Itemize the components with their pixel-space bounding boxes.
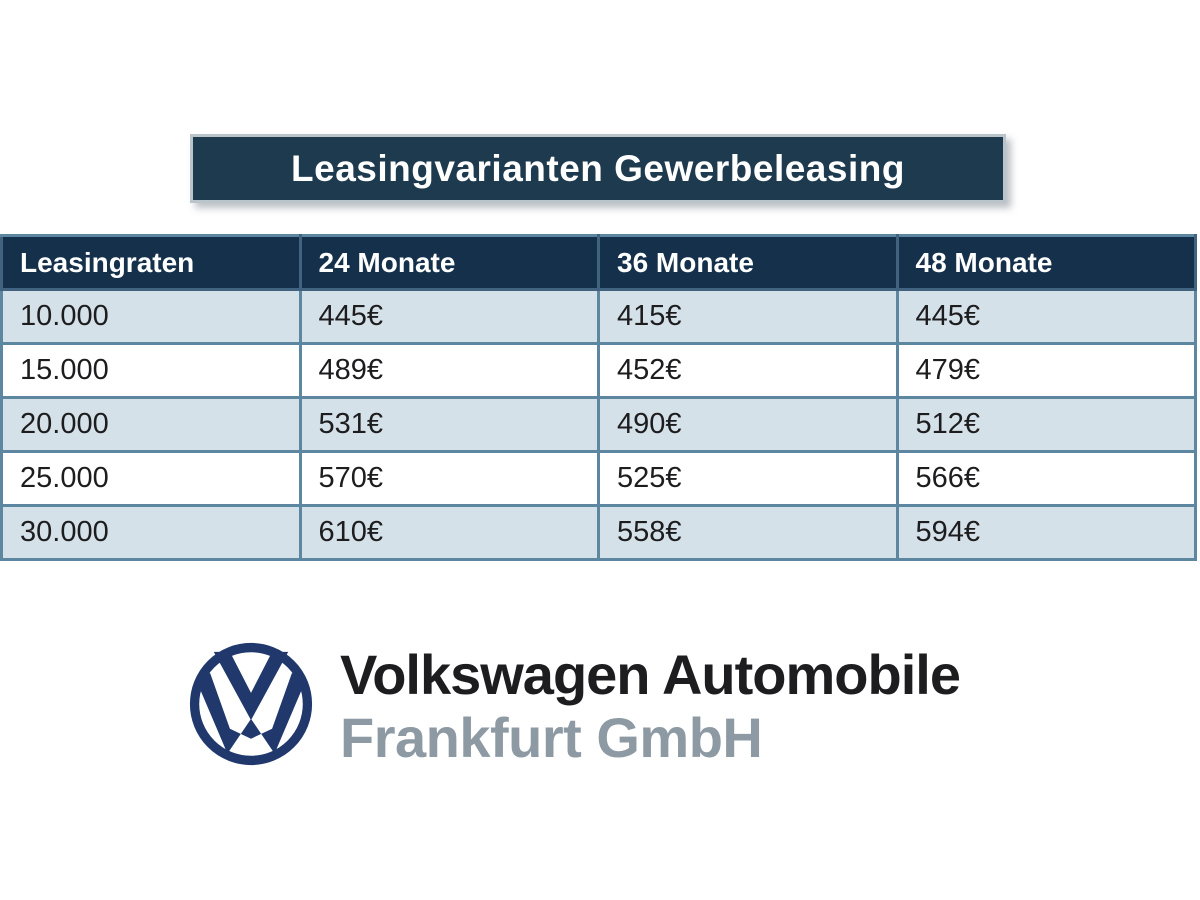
table-cell: 566€ <box>897 452 1196 506</box>
brand-text <box>340 642 960 769</box>
table-row <box>2 290 1196 344</box>
table-row <box>2 506 1196 560</box>
vw-logo-icon <box>189 642 313 766</box>
table-cell: 479€ <box>897 344 1196 398</box>
table-cell: 445€ <box>300 290 599 344</box>
column-header-48-monate: 48 Monate <box>897 236 1196 290</box>
table-cell: 25.000 <box>2 452 301 506</box>
table-cell: 512€ <box>897 398 1196 452</box>
leasing-table <box>0 234 1197 561</box>
title-banner <box>190 134 1006 203</box>
table-cell: 570€ <box>300 452 599 506</box>
table-row <box>2 452 1196 506</box>
page-title: Leasingvarianten Gewerbeleasing <box>291 147 905 189</box>
table-cell: 525€ <box>599 452 898 506</box>
table-cell: 445€ <box>897 290 1196 344</box>
brand-location: Frankfurt GmbH <box>340 706 763 769</box>
table-cell: 10.000 <box>2 290 301 344</box>
table-row <box>2 344 1196 398</box>
table-cell: 531€ <box>300 398 599 452</box>
table-cell: 20.000 <box>2 398 301 452</box>
column-header-36-monate: 36 Monate <box>599 236 898 290</box>
table-cell-highlighted: 415€ <box>599 290 898 344</box>
table-cell: 489€ <box>300 344 599 398</box>
table-cell: 610€ <box>300 506 599 560</box>
brand-name: Volkswagen Automobile <box>340 643 960 706</box>
column-header-24-monate: 24 Monate <box>300 236 599 290</box>
table-cell: 558€ <box>599 506 898 560</box>
brand-footer <box>189 642 960 769</box>
table-row <box>2 398 1196 452</box>
table-cell: 30.000 <box>2 506 301 560</box>
table-cell: 490€ <box>599 398 898 452</box>
table-cell: 452€ <box>599 344 898 398</box>
table-cell: 594€ <box>897 506 1196 560</box>
table-cell: 15.000 <box>2 344 301 398</box>
table-header-row <box>2 236 1196 290</box>
column-header-leasingraten: Leasingraten <box>2 236 301 290</box>
